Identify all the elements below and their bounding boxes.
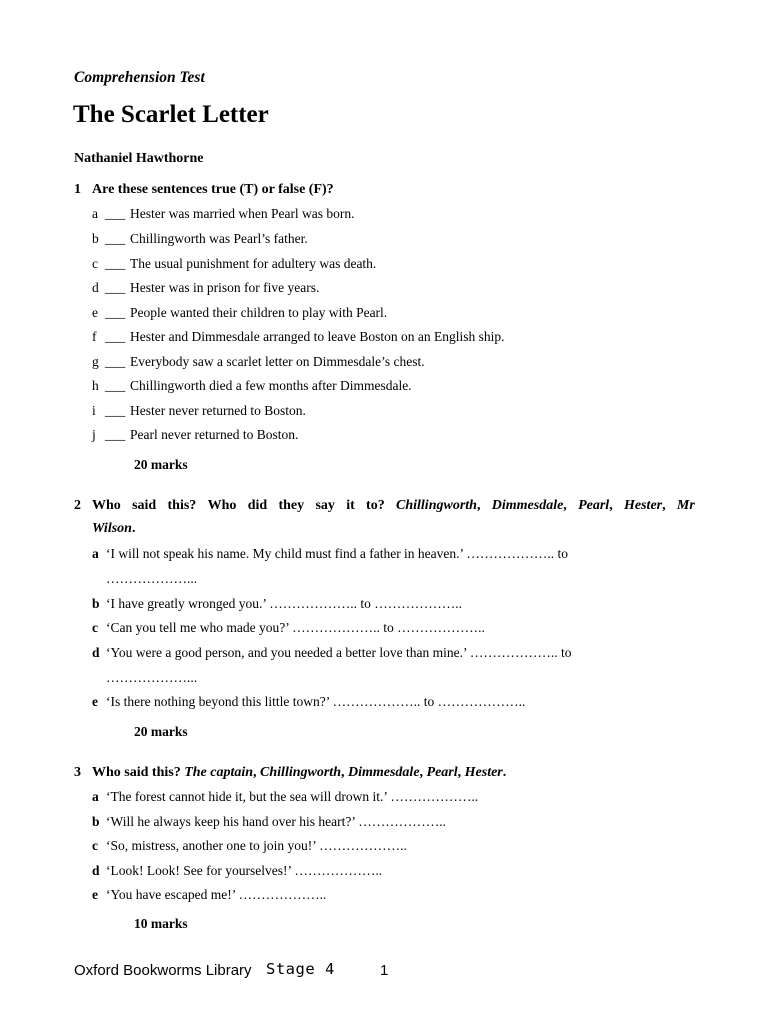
q2-word: Who xyxy=(92,498,121,513)
page-title: The Scarlet Letter xyxy=(73,101,269,128)
item-letter: i xyxy=(92,403,96,418)
answer-dots: ……………….. xyxy=(269,596,357,611)
q2-word: it xyxy=(346,498,355,513)
item-text: People wanted their children to play with Pearl. xyxy=(130,305,388,320)
q2-name: Dimmesdale, xyxy=(491,498,567,513)
q2-word: did xyxy=(247,498,268,513)
name-pearl: Pearl xyxy=(578,498,610,513)
answer-dots: ……………….. xyxy=(374,596,462,611)
item-letter: g xyxy=(92,354,99,369)
question-1-marks: 20 marks xyxy=(134,457,188,472)
list-item xyxy=(92,206,98,222)
name-the-captain: The captain xyxy=(184,765,254,780)
item-text: Hester was in prison for five years. xyxy=(130,280,320,295)
question-1-number: 1 xyxy=(74,182,81,197)
item-letter: e xyxy=(92,694,98,709)
answer-dots: ……………….. xyxy=(294,863,383,878)
test-kicker: Comprehension Test xyxy=(74,69,205,86)
quote-text: ‘I have greatly wronged you.’ ……………….. to ……………….. xyxy=(106,596,462,611)
item-text: Everybody saw a scarlet letter on Dimmesdale’s chest. xyxy=(130,354,425,369)
item-letter: e xyxy=(92,305,98,320)
name-mr: Mr xyxy=(676,498,695,513)
answer-blank: ___ xyxy=(105,231,126,246)
item-letter: d xyxy=(92,645,100,660)
question-3-number: 3 xyxy=(74,765,81,780)
footer-library: Oxford Bookworms Library xyxy=(74,962,252,979)
item-letter: c xyxy=(92,620,98,635)
question-2-number: 2 xyxy=(74,498,81,513)
question-2-marks: 20 marks xyxy=(134,724,188,739)
question-2-text-line2: Wilson. xyxy=(92,521,136,536)
list-item xyxy=(92,305,98,321)
answer-blank: ___ xyxy=(105,206,126,221)
quote-text: ‘You were a good person, and you needed a better love than mine.’ ……………….. to xyxy=(106,645,572,660)
name-dimmesdale: Dimmesdale xyxy=(491,498,564,513)
item-text: Hester never returned to Boston. xyxy=(130,403,306,418)
item-letter: d xyxy=(92,863,100,878)
list-item xyxy=(92,378,99,394)
answer-dots: ……………….. xyxy=(390,789,479,804)
item-text: Pearl never returned to Boston. xyxy=(130,427,299,442)
item-letter: a xyxy=(92,789,99,804)
list-item xyxy=(92,403,96,419)
answer-dots: ………………... xyxy=(106,571,198,586)
item-text: Hester was married when Pearl was born. xyxy=(130,206,355,221)
question-3-marks: 10 marks xyxy=(134,916,188,931)
question-3-text: Who said this? The captain, Chillingworth, Dimmesdale, Pearl, Hester. xyxy=(92,765,507,780)
answer-blank: ___ xyxy=(105,427,126,442)
list-item xyxy=(92,329,97,345)
name-chillingworth: Chillingworth xyxy=(260,765,341,780)
name-dimmesdale: Dimmesdale xyxy=(347,765,420,780)
list-item xyxy=(92,231,99,247)
quote-text: ‘Will he always keep his hand over his heart?’ ……………….. xyxy=(106,814,446,829)
answer-blank: ___ xyxy=(105,403,126,418)
answer-dots: ……………….. xyxy=(469,645,558,660)
item-text: Hester and Dimmesdale arranged to leave Boston on an English ship. xyxy=(130,329,505,344)
answer-dots: ……………….. xyxy=(238,887,327,902)
item-text: The usual punishment for adultery was death. xyxy=(130,256,377,271)
q2-word: say xyxy=(315,498,335,513)
item-letter: b xyxy=(92,596,100,611)
answer-dots: ……………….. xyxy=(319,838,407,853)
answer-dots: ……………….. xyxy=(397,620,485,635)
item-letter: h xyxy=(92,378,99,393)
item-letter: c xyxy=(92,838,98,853)
answer-dots: ……………….. xyxy=(332,694,421,709)
answer-blank: ___ xyxy=(105,305,126,320)
item-text: Chillingworth was Pearl’s father. xyxy=(130,231,308,246)
question-2-text xyxy=(92,498,695,514)
list-item xyxy=(92,280,99,296)
question-1-text: Are these sentences true (T) or false (F)? xyxy=(92,182,334,197)
item-letter: a xyxy=(92,206,98,221)
item-letter: c xyxy=(92,256,98,271)
answer-blank: ___ xyxy=(105,280,126,295)
q2-name: Chillingworth, xyxy=(396,498,481,513)
quote-text: ‘Look! Look! See for yourselves!’ ……………….. xyxy=(106,863,383,878)
answer-dots: ……………….. xyxy=(466,546,555,561)
list-item xyxy=(92,427,96,443)
q2-word: Who xyxy=(207,498,237,513)
footer-stage: Stage 4 xyxy=(266,960,335,978)
q2-word: said xyxy=(132,498,157,513)
name-pearl: Pearl xyxy=(426,765,458,780)
q2-word: they xyxy=(278,498,305,513)
quote-text: ‘The forest cannot hide it, but the sea will drown it.’ ……………….. xyxy=(106,789,479,804)
list-item xyxy=(92,256,98,272)
item-text: Chillingworth died a few months after Dimmesdale. xyxy=(130,378,412,393)
answer-dots: ………………... xyxy=(106,670,198,685)
quote-text: ‘So, mistress, another one to join you!’ ……………….. xyxy=(106,838,407,853)
answer-blank: ___ xyxy=(105,329,126,344)
item-letter: b xyxy=(92,814,100,829)
answer-blank: ___ xyxy=(105,256,126,271)
item-letter: e xyxy=(92,887,98,902)
item-letter: f xyxy=(92,329,97,344)
item-letter: a xyxy=(92,546,99,561)
name-chillingworth: Chillingworth xyxy=(396,498,477,513)
author-name: Nathaniel Hawthorne xyxy=(74,151,204,166)
quote-text: ‘Is there nothing beyond this little town?’ ……………….. to ……………….. xyxy=(106,694,526,709)
item-letter: d xyxy=(92,280,99,295)
answer-dots: ……………….. xyxy=(358,814,446,829)
answer-dots: ……………….. xyxy=(292,620,380,635)
q2-word: to? xyxy=(366,498,385,513)
quote-text: ‘Can you tell me who made you?’ ……………….. to ……………….. xyxy=(106,620,485,635)
name-hester: Hester xyxy=(464,765,503,780)
q2-word: this? xyxy=(167,498,197,513)
answer-dots: ……………….. xyxy=(437,694,526,709)
q2-name: Hester, xyxy=(624,498,666,513)
name-hester: Hester xyxy=(624,498,663,513)
quote-text: ‘I will not speak his name. My child must find a father in heaven.’ ……………….. to xyxy=(106,546,569,561)
item-letter: b xyxy=(92,231,99,246)
quote-text: ‘You have escaped me!’ ……………….. xyxy=(106,887,327,902)
list-item xyxy=(92,354,99,370)
q2-name: Pearl, xyxy=(578,498,613,513)
answer-blank: ___ xyxy=(105,378,126,393)
name-wilson: Wilson xyxy=(92,521,132,536)
answer-blank: ___ xyxy=(105,354,126,369)
footer-page-number: 1 xyxy=(380,962,389,979)
item-letter: j xyxy=(92,427,96,442)
